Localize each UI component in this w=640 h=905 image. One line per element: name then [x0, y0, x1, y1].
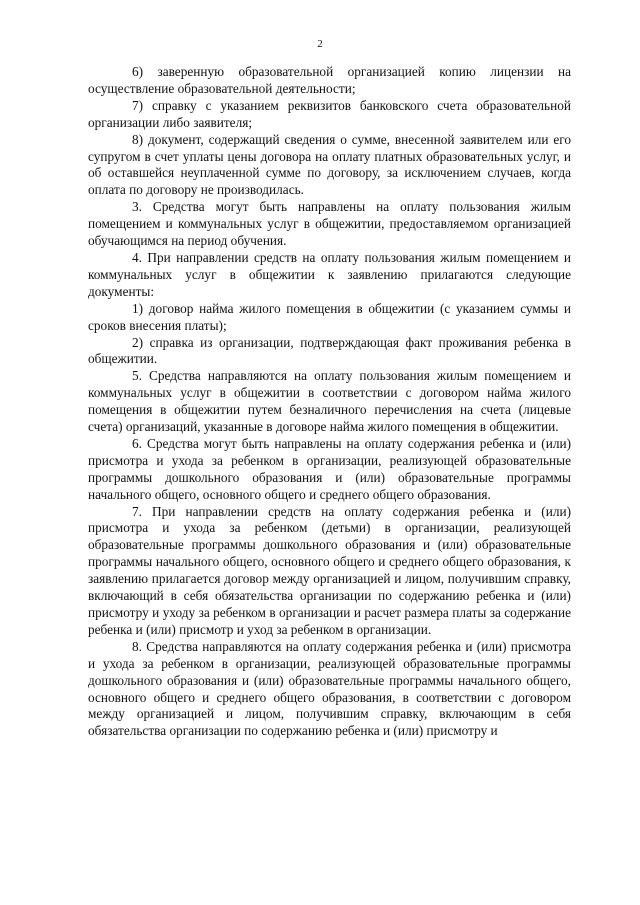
paragraph-item-1-lease-contract: 1) договор найма жилого помещения в общежитии (с указанием суммы и сроков внесения платы); [88, 300, 571, 333]
paragraph-item-2-residence-certificate: 2) справка из организации, подтверждающая факт проживания ребенка в общежитии. [88, 334, 571, 367]
paragraph-clause-6: 6. Средства могут быть направлены на оплату содержания ребенка и (или) присмотра и ухода за ребенком в организации, реализующей образовательные программы дошкольного образования и (или) образовательные программы начального общего, основного общего и среднего общего образования. [88, 435, 571, 502]
paragraph-item-6-license: 6) заверенную образовательной организацией копию лицензии на осуществление образовательной деятельности; [88, 64, 571, 96]
paragraph-item-7-bank-details: 7) справку с указанием реквизитов банковского счета образовательной организации либо заявителя; [88, 97, 571, 130]
paragraph-clause-5: 5. Средства направляются на оплату пользования жилым помещением и коммунальных услуг в общежитии в соответствии с договором найма жилого помещения в общежитии путем безналичного перечисления на счета (лицевые счета) организаций, указанные в договоре найма жилого помещения в общежитии. [88, 368, 571, 435]
paragraph-clause-7: 7. При направлении средств на оплату содержания ребенка и (или) присмотра и ухода за ребенком (детьми) в организации, реализующей образовательные программы дошкольного образования и (или) образовательные программы начального общего, основного общего и среднего общего образования, к заявлению прилагается договор между организацией и лицом, получившим справку, включающий в себя обязательства организации по содержанию ребенка и (или) присмотру и уходу за ребенком в организации и расчет размера платы за содержание ребенка и (или) присмотр и уход за ребенком в организации. [88, 503, 571, 637]
paragraph-item-8-payment-document: 8) документ, содержащий сведения о сумме, внесенной заявителем или его супругом в счет уплаты цены договора на оплату платных образовательных услуг, и об оставшейся неуплаченной сумме по договору, за исключением случаев, когда оплата по договору не производилась. [88, 131, 571, 198]
document-body [88, 64, 571, 740]
paragraph-clause-4: 4. При направлении средств на оплату пользования жилым помещением и коммунальных услуг в общежитии к заявлению прилагаются следующие документы: [88, 249, 571, 299]
paragraph-clause-8: 8. Средства направляются на оплату содержания ребенка и (или) присмотра и ухода за ребенком в организации, реализующей образовательные программы дошкольного образования и (или) образовательные программы начального общего, основного общего и среднего общего образования, в соответствии с договором между организацией и лицом, получившим справку, включающим в себя обязательства организации по содержанию ребенка и (или) присмотру и [88, 638, 571, 739]
paragraph-clause-3: 3. Средства могут быть направлены на оплату пользования жилым помещением и коммунальных услуг в общежитии, предоставляемом организацией обучающимся на период обучения. [88, 199, 571, 249]
page-number: 2 [317, 38, 323, 50]
